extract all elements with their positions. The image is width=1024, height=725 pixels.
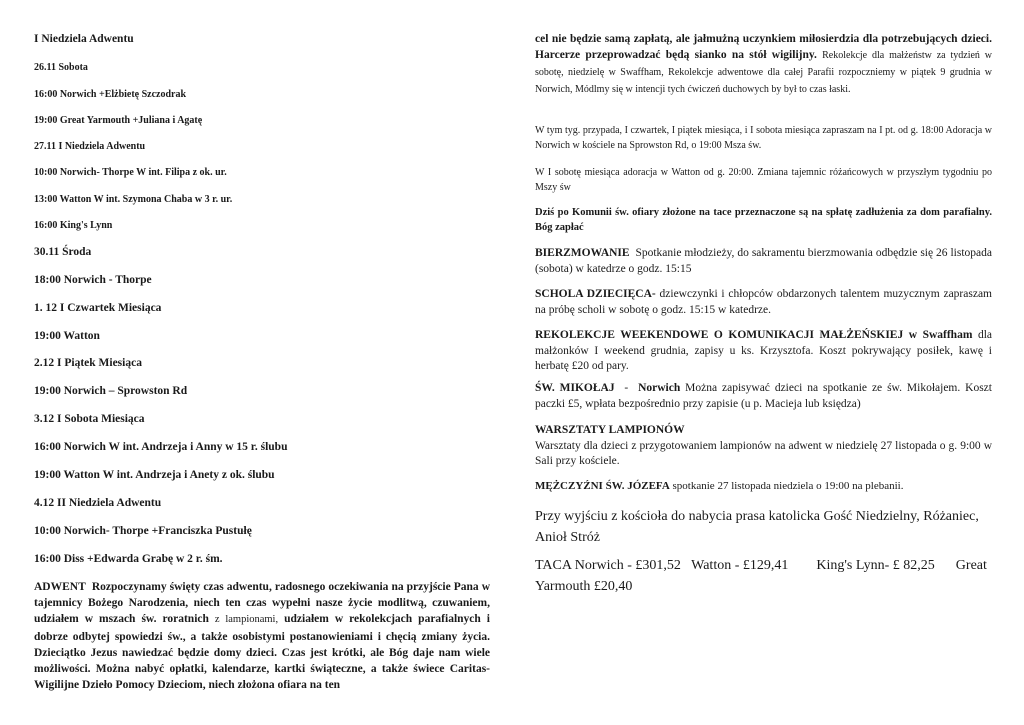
schedule-entry: 19:00 Watton [34, 330, 100, 342]
adoration-notice: W I sobotę miesiąca adoracja w Watton od g. 20:00. Zmiana tajemnic różańcowych w przyszłym tygodniu po Mszy św [535, 167, 992, 193]
schedule-date: 3.12 I Sobota Miesiąca [34, 413, 145, 425]
schedule-entry: 16:00 King's Lynn [34, 220, 113, 231]
advent-text-continued: udziałem w rekolekcjach parafialnych i dobrze odbytej spowiedzi św., a także osobistymi postanowieniami i chęcią zmiany życia. Dzieciątko Jezus nawiedzać będzie domy dzieci. Czas jest krótki, ale Bóg daje nam wiele możliwości. Można nabyć opłatki, kalendarze, kartki świąteczne, a także świece Caritas- Wigilijne Dzieło Pomocy Dzieciom, niech złożona ofiara na ten [34, 613, 490, 692]
marriage-retreat-title: REKOLEKCJE WEEKENDOWE O KOMUNIKACJI MAŁŻEŃSKIEJ w Swaffham [535, 329, 973, 341]
lantern-workshop-notice [535, 423, 992, 470]
schedule-entry-time: 18:00 Norwich - Thorpe [34, 274, 152, 286]
schedule-date: 30.11 Środa [34, 246, 92, 258]
confirmation-notice [535, 246, 992, 277]
mens-group-notice [535, 479, 992, 495]
confirmation-title: BIERZMOWANIE [535, 247, 630, 259]
collection-kings-lynn: King's Lynn- £ 82,25 [816, 558, 935, 573]
advent-text-small: z lampionami, [214, 614, 279, 626]
collection-totals [535, 555, 992, 597]
first-week-notice: W tym tyg. przypada, I czwartek, I piątek miesiąca, i I sobota miesiąca zapraszam na I pt. od g. 18:00 Adoracja w Norwich w kościele na Sprowston Rd, o 19:00 Msza św. [535, 125, 992, 151]
schedule-entry: 10:00 Norwich- Thorpe W int. Filipa z ok. ur. [34, 167, 227, 178]
st-nicholas-title: ŚW. MIKOŁAJ [535, 382, 615, 394]
schedule-entry: 10:00 Norwich- Thorpe +Franciszka Pustułę [34, 525, 252, 537]
schola-title: SCHOLA DZIECIĘCA- [535, 288, 656, 300]
schedule-entry: 19:00 Great Yarmouth +Juliana i Agatę [34, 115, 203, 126]
mens-group-title: MĘŻCZYŹNI ŚW. JÓZEFA [535, 480, 670, 492]
advent-text: Rozpoczynamy święty czas adwentu, radosnego oczekiwania na przyjście Pana w tajemnicy Bożego Narodzenia, niech ten czas wypełni nasze życie modlitwą, czuwaniem, udziałem w mszach św. roratnich [34, 581, 491, 626]
collection-watton: Watton - £129,41 [691, 558, 789, 573]
advent-title: ADWENT [34, 581, 86, 593]
schedule-entry [34, 274, 152, 286]
schola-text: dziewczynki i chłopców obdarzonych talentem muzycznym zapraszam na próbę scholi w sobotę o godz. 15:15 w katedrze. [535, 288, 992, 316]
st-nicholas-text: Można zapisywać dzieci na spotkanie ze św. Mikołajem. Koszt paczki £5, wpłata bezpośrednio przy zapisie (u p. Macieja lub księdza) [535, 382, 992, 410]
schola-notice [535, 287, 992, 318]
schedule-entry: 16:00 Norwich +Elżbietę Szczodrak [34, 89, 187, 100]
lantern-workshop-title: WARSZTATY LAMPIONÓW [535, 424, 685, 436]
schedule-date: 4.12 II Niedziela Adwentu [34, 497, 162, 509]
marriage-retreat-notice [535, 328, 992, 375]
bulletin-heading: I Niedziela Adwentu [34, 33, 134, 45]
lantern-workshop-text: Warsztaty dla dzieci z przygotowaniem lampionów na adwent w niedzielę 27 listopada o g. 9:00 w Sali przy kościele. [535, 439, 992, 467]
advent-continuation-text: cel nie będzie samą zapłatą, ale jałmużną uczynkiem miłosierdzia dla potrzebujących dzieci. Harcerze przeprowadzać będą sianko na stół wigilijny. [535, 33, 992, 61]
schedule-entry: 16:00 Norwich W int. Andrzeja i Anny w 15 r. ślubu [34, 441, 288, 453]
schedule-date: 2.12 I Piątek Miesiąca [34, 357, 142, 369]
st-nicholas-notice [535, 381, 992, 412]
schedule-date: 26.11 Sobota [34, 62, 88, 73]
marriage-retreat-text: dla małżonków I weekend grudnia, zapisy u ks. Krzysztofa. Koszt pokrywający posiłek, kawę i herbatę £20 od pary. [535, 329, 992, 372]
collection-great-yarmouth: Great Yarmouth £20,40 [535, 558, 987, 594]
collection-notice: Dziś po Komunii św. ofiary złożone na tace przeznaczone są na spłatę zadłużenia za dom parafialny. Bóg zapłać [535, 207, 992, 233]
confirmation-text: Spotkanie młodzieży, do sakramentu bierzmowania odbędzie się 26 listopada (sobota) w katedrze o godz. 15:15 [535, 247, 992, 275]
schedule-entry: 19:00 Norwich – Sprowston Rd [34, 385, 188, 397]
advent-continuation-paragraph [535, 31, 992, 98]
collection-norwich: TACA Norwich - £301,52 [535, 558, 681, 573]
press-notice: Przy wyjściu z kościoła do nabycia prasa katolicka Gość Niedzielny, Różaniec, Anioł Stróż [535, 509, 979, 545]
mens-group-text: spotkanie 27 listopada niedziela o 19:00 na plebanii. [672, 480, 904, 492]
schedule-entry: 13:00 Watton W int. Szymona Chaba w 3 r. ur. [34, 194, 233, 205]
advent-paragraph [34, 579, 490, 693]
st-nicholas-dash: - [614, 382, 639, 394]
st-nicholas-place: Norwich [638, 382, 681, 394]
schedule-date: 1. 12 I Czwartek Miesiąca [34, 302, 162, 314]
retreat-info-text: Rekolekcje dla małżeństw za tydzień w sobotę, niedzielę w Swaffham, Rekolekcje adwentowe dla całej Parafii rozpoczniemy w piątek 9 grudnia w Norwich, Módlmy się w intencji tych ćwiczeń duchowych by był to czas łaski. [535, 50, 993, 95]
schedule-entry: 16:00 Diss +Edwarda Grabę w 2 r. śm. [34, 553, 223, 565]
schedule-entry: 19:00 Watton W int. Andrzeja i Anety z ok. ślubu [34, 469, 275, 481]
schedule-date: 27.11 I Niedziela Adwentu [34, 141, 146, 152]
